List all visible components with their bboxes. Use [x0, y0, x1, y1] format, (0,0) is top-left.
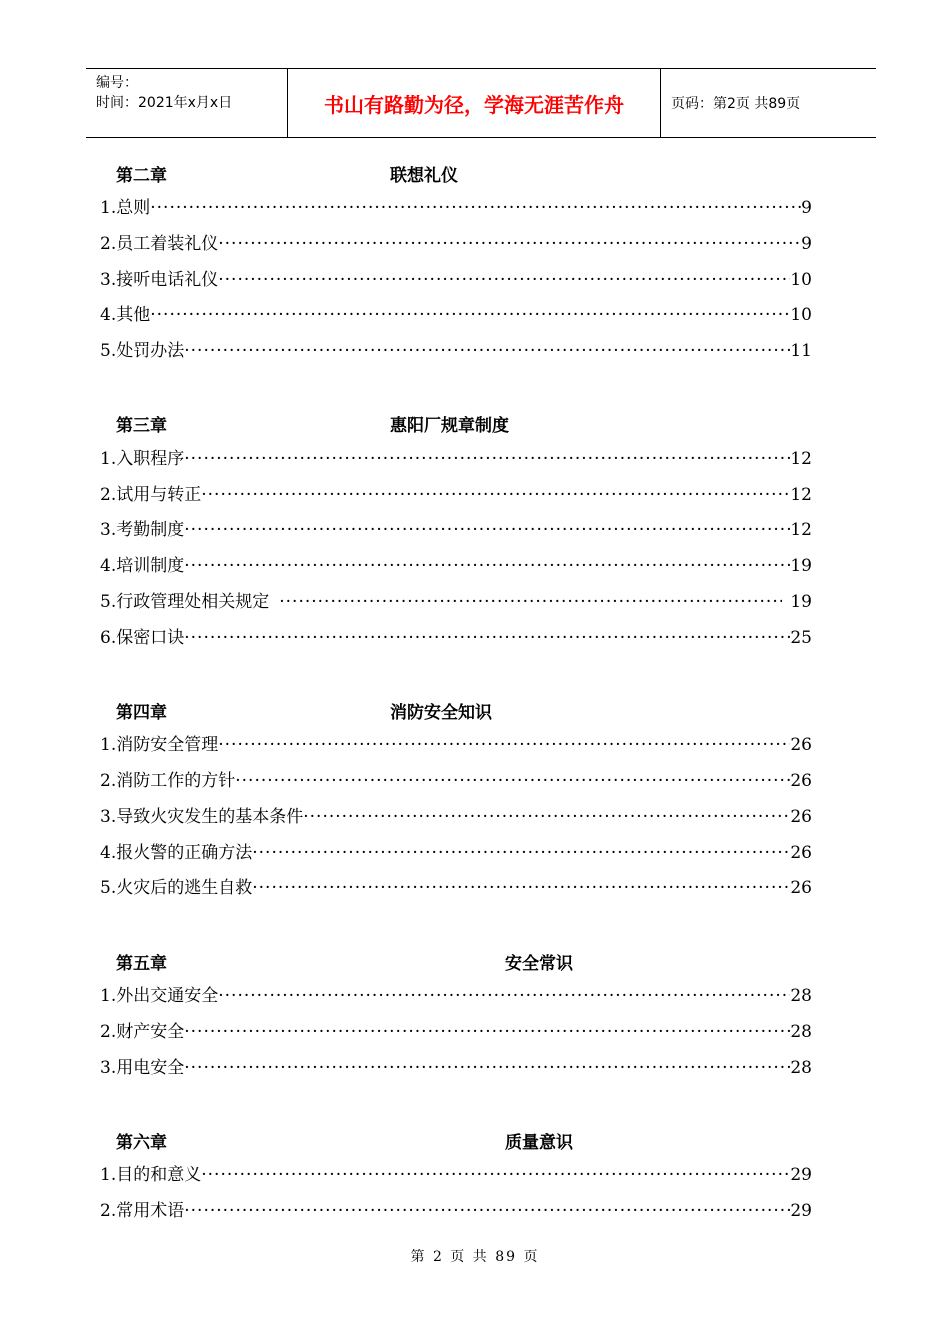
toc-leader-dots — [235, 769, 790, 793]
toc-entry-label: 员工着装礼仪 — [116, 234, 219, 254]
toc-entry-page: 12 — [790, 520, 812, 540]
page-footer: 第 2 页 共 89 页 — [410, 1249, 540, 1265]
toc-leader-dots — [184, 518, 790, 542]
toc-entry-page: 28 — [790, 1022, 812, 1042]
toc-entry-page: 29 — [790, 1201, 812, 1221]
chapter-number: 第二章 — [116, 166, 167, 186]
toc-leader-dots — [150, 303, 790, 327]
toc-entry-label: 财产安全 — [116, 1022, 185, 1042]
toc-entry-page: 12 — [790, 485, 812, 505]
toc-entry-label: 导致火灾发生的基本条件 — [116, 807, 304, 827]
toc-entry-label: 处罚办法 — [116, 341, 185, 361]
toc-entry[interactable] — [100, 303, 812, 327]
toc-entry-page: 26 — [790, 771, 812, 791]
toc-entry-label: 报火警的正确方法 — [116, 843, 253, 863]
toc-entry[interactable] — [100, 232, 812, 256]
toc-entry[interactable] — [100, 196, 812, 220]
toc-entry-page: 9 — [801, 234, 812, 254]
header-motto: 书山有路勤为径，学海无涯苦作舟 — [287, 69, 661, 137]
toc-entry-label: 试用与转正 — [116, 485, 202, 505]
toc-entry-number: 1. — [100, 1165, 117, 1185]
chapter-heading — [116, 698, 816, 722]
toc-entry[interactable] — [100, 1163, 812, 1187]
toc-leader-dots — [150, 196, 801, 220]
toc-entry[interactable] — [100, 876, 812, 900]
toc-entry-page: 29 — [790, 1165, 812, 1185]
toc-entry[interactable] — [100, 554, 812, 578]
toc-entry-number: 1. — [100, 449, 117, 469]
chapter-heading — [116, 1128, 816, 1152]
toc-leader-dots — [201, 1163, 790, 1187]
toc-leader-dots — [184, 1056, 790, 1080]
toc-leader-dots — [184, 447, 790, 471]
toc-entry-label: 保密口诀 — [116, 628, 185, 648]
toc-leader-dots — [184, 554, 790, 578]
chapter-title: 安全常识 — [505, 954, 573, 974]
toc-entry-number: 3. — [100, 1058, 117, 1078]
toc-entry-number: 3. — [100, 807, 117, 827]
toc-entry[interactable] — [100, 769, 812, 793]
toc-entry-number: 4. — [100, 305, 117, 325]
toc-leader-dots — [184, 626, 790, 650]
toc-entry[interactable] — [100, 626, 812, 650]
toc-entry-number: 6. — [100, 628, 117, 648]
toc-entry[interactable] — [100, 518, 812, 542]
toc-entry-number: 2. — [100, 234, 117, 254]
chapter-heading — [116, 949, 816, 973]
document-date: 时间：2021年x月x日 — [96, 95, 233, 111]
toc-entry-page: 19 — [790, 592, 812, 612]
toc-leader-dots — [218, 268, 790, 292]
toc-entry-page: 10 — [790, 270, 812, 290]
toc-entry-number: 2. — [100, 1022, 117, 1042]
toc-entry-page: 19 — [790, 556, 812, 576]
toc-entry-page: 9 — [801, 198, 812, 218]
toc-entry-label: 目的和意义 — [116, 1165, 202, 1185]
toc-entry[interactable] — [100, 339, 812, 363]
toc-entry[interactable] — [100, 483, 812, 507]
toc-entry-label: 火灾后的逃生自救 — [116, 878, 253, 898]
toc-leader-dots — [184, 339, 790, 363]
toc-entry-label: 考勤制度 — [116, 520, 185, 540]
toc-leader-dots — [303, 805, 790, 829]
toc-entry-number: 2. — [100, 1201, 117, 1221]
toc-entry-number: 1. — [100, 986, 117, 1006]
chapter-number: 第五章 — [116, 954, 167, 974]
toc-entry[interactable] — [100, 268, 812, 292]
toc-entry[interactable] — [100, 984, 812, 1008]
chapter-heading — [116, 161, 816, 185]
toc-entry-page: 26 — [790, 878, 812, 898]
chapter-number: 第三章 — [116, 416, 167, 436]
toc-entry-page: 11 — [790, 341, 812, 361]
toc-entry-label: 入职程序 — [116, 449, 185, 469]
toc-entry-page: 28 — [790, 1058, 812, 1078]
toc-entry[interactable] — [100, 841, 812, 865]
toc-entry-page: 10 — [790, 305, 812, 325]
toc-entry-number: 4. — [100, 843, 117, 863]
page-header — [86, 68, 876, 138]
toc-entry[interactable] — [100, 1199, 812, 1223]
toc-entry-page: 26 — [790, 735, 812, 755]
chapter-title: 惠阳厂规章制度 — [390, 416, 509, 436]
toc-entry-label: 接听电话礼仪 — [116, 270, 219, 290]
toc-entry[interactable] — [100, 805, 812, 829]
chapter-number: 第六章 — [116, 1133, 167, 1153]
toc-entry[interactable] — [100, 1056, 812, 1080]
toc-entry-number: 5. — [100, 341, 117, 361]
toc-entry-number: 1. — [100, 198, 117, 218]
toc-entry-label: 消防安全管理 — [116, 735, 219, 755]
toc-entry-page: 28 — [790, 986, 812, 1006]
toc-entry-label: 总则 — [116, 198, 151, 218]
chapter-title: 消防安全知识 — [390, 703, 492, 723]
document-number: 编号： — [96, 75, 138, 91]
toc-leader-dots — [218, 984, 790, 1008]
toc-entry-label: 常用术语 — [116, 1201, 185, 1221]
chapter-number: 第四章 — [116, 703, 167, 723]
toc-entry-label: 培训制度 — [116, 556, 185, 576]
toc-entry-number: 3. — [100, 270, 117, 290]
header-page-number: 页码：第2页 共89页 — [671, 96, 801, 112]
toc-entry-label: 消防工作的方针 — [116, 771, 236, 791]
toc-leader-dots — [184, 1020, 790, 1044]
toc-entry-number: 5. — [100, 592, 117, 612]
chapter-heading — [116, 411, 816, 435]
toc-entry-label: 其他 — [116, 305, 151, 325]
toc-entry-label: 用电安全 — [116, 1058, 185, 1078]
toc-entry-number: 2. — [100, 485, 117, 505]
toc-leader-dots — [252, 876, 790, 900]
chapter-title: 质量意识 — [505, 1133, 573, 1153]
toc-entry-page: 25 — [790, 628, 812, 648]
toc-entry-label: 行政管理处相关规定 — [116, 592, 270, 612]
toc-entry[interactable] — [100, 733, 812, 757]
toc-entry-page: 26 — [790, 843, 812, 863]
chapter-title: 联想礼仪 — [390, 166, 458, 186]
toc-entry-number: 5. — [100, 878, 117, 898]
header-meta — [86, 69, 287, 137]
toc-entry[interactable] — [100, 590, 812, 614]
toc-entry-number: 4. — [100, 556, 117, 576]
toc-entry-number: 3. — [100, 520, 117, 540]
toc-entry-number: 1. — [100, 735, 117, 755]
toc-entry-page: 12 — [790, 449, 812, 469]
toc-leader-dots — [218, 232, 801, 256]
toc-entry[interactable] — [100, 447, 812, 471]
toc-leader-dots — [184, 1199, 790, 1223]
toc-leader-dots — [218, 733, 790, 757]
toc-entry-number: 2. — [100, 771, 117, 791]
toc-entry-page: 26 — [790, 807, 812, 827]
toc-leader-dots — [201, 483, 790, 507]
toc-leader-dots — [279, 590, 782, 614]
toc-leader-dots — [252, 841, 790, 865]
toc-entry[interactable] — [100, 1020, 812, 1044]
toc-entry-label: 外出交通安全 — [116, 986, 219, 1006]
